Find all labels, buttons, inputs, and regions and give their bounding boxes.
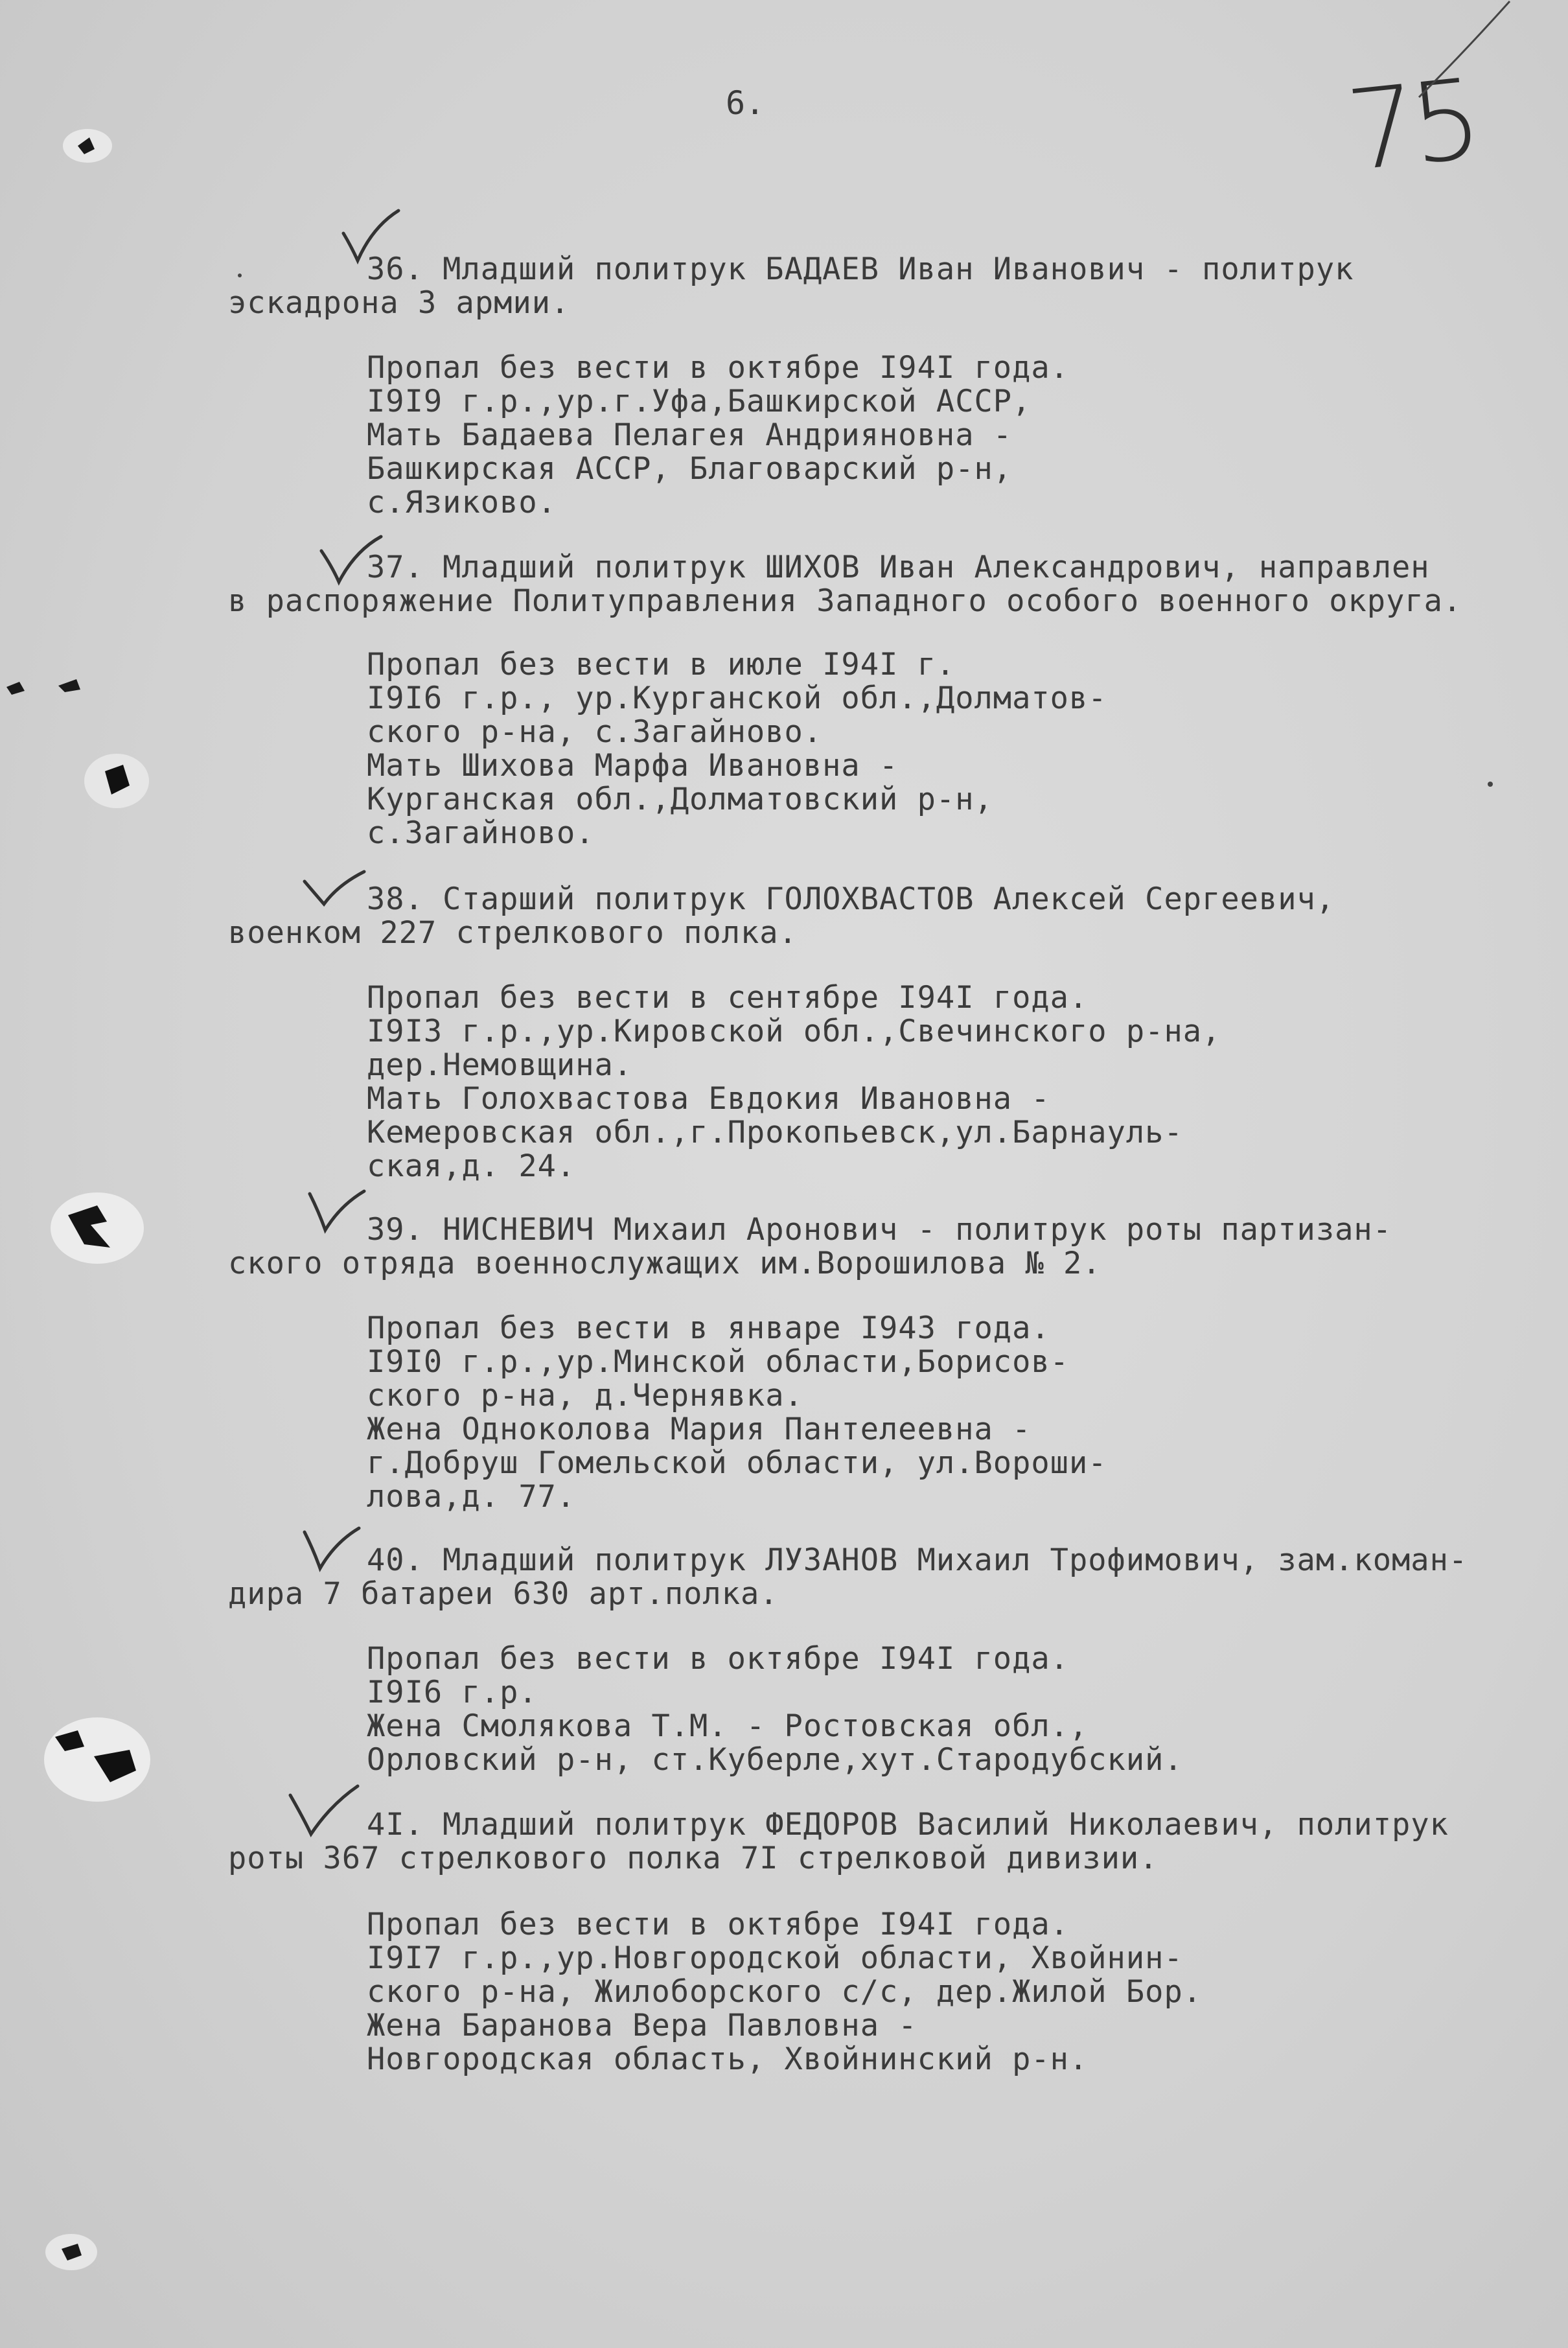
checkmark-icon [299, 1523, 364, 1575]
entry-36-detail-line: I9I9 г.р.,ур.г.Уфа,Башкирской АССР, [367, 384, 1032, 419]
entry-40-title-line-1: 40. Младший политрук ЛУЗАНОВ Михаил Трофимович, зам.коман- [367, 1542, 1468, 1578]
punch-hole [39, 2229, 104, 2275]
entry-37-detail-line: I9I6 г.р., ур.Курганской обл.,Долматов- [367, 680, 1107, 716]
punch-hole [58, 123, 117, 169]
entry-36-title-line-2: эскадрона 3 армии. [228, 285, 570, 321]
checkmark-icon [285, 1782, 363, 1841]
archive-sheet-number: 75 [1341, 55, 1482, 196]
entry-40-detail-line: Жена Смолякова Т.М. - Ростовская обл., [367, 1708, 1089, 1744]
entry-39-title-line-2: ского отряда военнослужащих им.Ворошилова № 2. [228, 1246, 1101, 1281]
entry-36-detail-line: Башкирская АССР, Благоварский р-н, [367, 451, 1013, 487]
entry-37-title-line-2: в распоряжение Политуправления Западного особого военного округа. [228, 583, 1462, 619]
entry-37-detail-line: ского р-на, с.Загайново. [367, 714, 823, 750]
entry-37-detail-line: Мать Шихова Марфа Ивановна - [367, 748, 899, 784]
entry-41-detail-line: ского р-на, Жилоборского с/с, дер.Жилой Бор. [367, 1974, 1203, 2010]
entry-40-detail-line: I9I6 г.р. [367, 1675, 538, 1710]
entry-39-title-line-1: 39. НИСНЕВИЧ Михаил Аронович - политрук роты партизан- [367, 1212, 1392, 1248]
entry-40-detail-line: Пропал без вести в октябре I94I года. [367, 1641, 1069, 1677]
entry-38-detail-line: I9I3 г.р.,ур.Кировской обл.,Свечинского р-на, [367, 1014, 1221, 1049]
entry-36-detail-line: Мать Бадаева Пелагея Андрияновна - [367, 417, 1013, 453]
checkmark-icon [305, 1186, 369, 1238]
entry-38-title-line-1: 38. Старший политрук ГОЛОХВАСТОВ Алексей Сергеевич, [367, 881, 1335, 917]
entry-39-detail-line: Жена Одноколова Мария Пантелеевна - [367, 1412, 1032, 1447]
entry-40-title-line-2: дира 7 батареи 630 арт.полка. [228, 1576, 779, 1612]
entry-37-detail-line: Пропал без вести в июле I94I г. [367, 647, 956, 682]
entry-41-detail-line: Пропал без вести в октябре I94I года. [367, 1907, 1069, 1942]
punch-hole [45, 1186, 149, 1270]
pen-stroke-mark [1412, 0, 1516, 104]
entry-36-title-line-1: 36. Младший политрук БАДАЕВ Иван Иванович - политрук [367, 251, 1354, 287]
entry-41-title-line-1: 4I. Младший политрук ФЕДОРОВ Василий Николаевич, политрук [367, 1807, 1449, 1842]
checkmark-icon [337, 207, 402, 266]
entry-41-title-line-2: роты 367 стрелкового полка 7I стрелковой дивизии. [228, 1841, 1159, 1876]
entry-37-title-line-1: 37. Младший политрук ШИХОВ Иван Александрович, направлен [367, 550, 1430, 585]
checkmark-icon [299, 868, 371, 914]
entry-36-detail-line: Пропал без вести в октябре I94I года. [367, 350, 1069, 386]
entry-38-detail-line: Кемеровская обл.,г.Прокопьевск,ул.Барнауль- [367, 1115, 1183, 1150]
entry-37-detail-line: с.Загайново. [367, 815, 595, 851]
entry-38-detail-line: Мать Голохвастова Евдокия Ивановна - [367, 1081, 1050, 1117]
entry-38-detail-line: дер.Немовщина. [367, 1047, 633, 1083]
paper-speck [1484, 778, 1497, 791]
entry-39-detail-line: г.Добруш Гомельской области, ул.Вороши- [367, 1445, 1107, 1481]
punch-hole [39, 1711, 156, 1808]
entry-39-detail-line: ского р-на, д.Чернявка. [367, 1378, 803, 1413]
entry-41-detail-line: I9I7 г.р.,ур.Новгородской области, Хвойнин- [367, 1940, 1183, 1976]
entry-37-detail-line: Курганская обл.,Долматовский р-н, [367, 782, 993, 817]
page-number: 6. [726, 84, 765, 122]
entry-41-detail-line: Новгородская область, Хвойнинский р-н. [367, 2041, 1089, 2077]
entry-41-detail-line: Жена Баранова Вера Павловна - [367, 2008, 917, 2043]
paper-speck [233, 269, 246, 282]
entry-39-detail-line: I9I0 г.р.,ур.Минской области,Борисов- [367, 1344, 1069, 1380]
entry-38-detail-line: Пропал без вести в сентябре I94I года. [367, 980, 1089, 1016]
entry-39-detail-line: лова,д. 77. [367, 1479, 576, 1515]
entry-38-title-line-2: военком 227 стрелкового полка. [228, 915, 798, 951]
checkmark-icon [316, 531, 387, 590]
entry-38-detail-line: ская,д. 24. [367, 1148, 576, 1184]
entry-39-detail-line: Пропал без вести в январе I943 года. [367, 1310, 1050, 1346]
entry-40-detail-line: Орловский р-н, ст.Куберле,хут.Стародубский. [367, 1742, 1183, 1778]
punch-hole [0, 668, 97, 706]
punch-hole [78, 745, 156, 817]
entry-36-detail-line: с.Язиково. [367, 485, 557, 520]
